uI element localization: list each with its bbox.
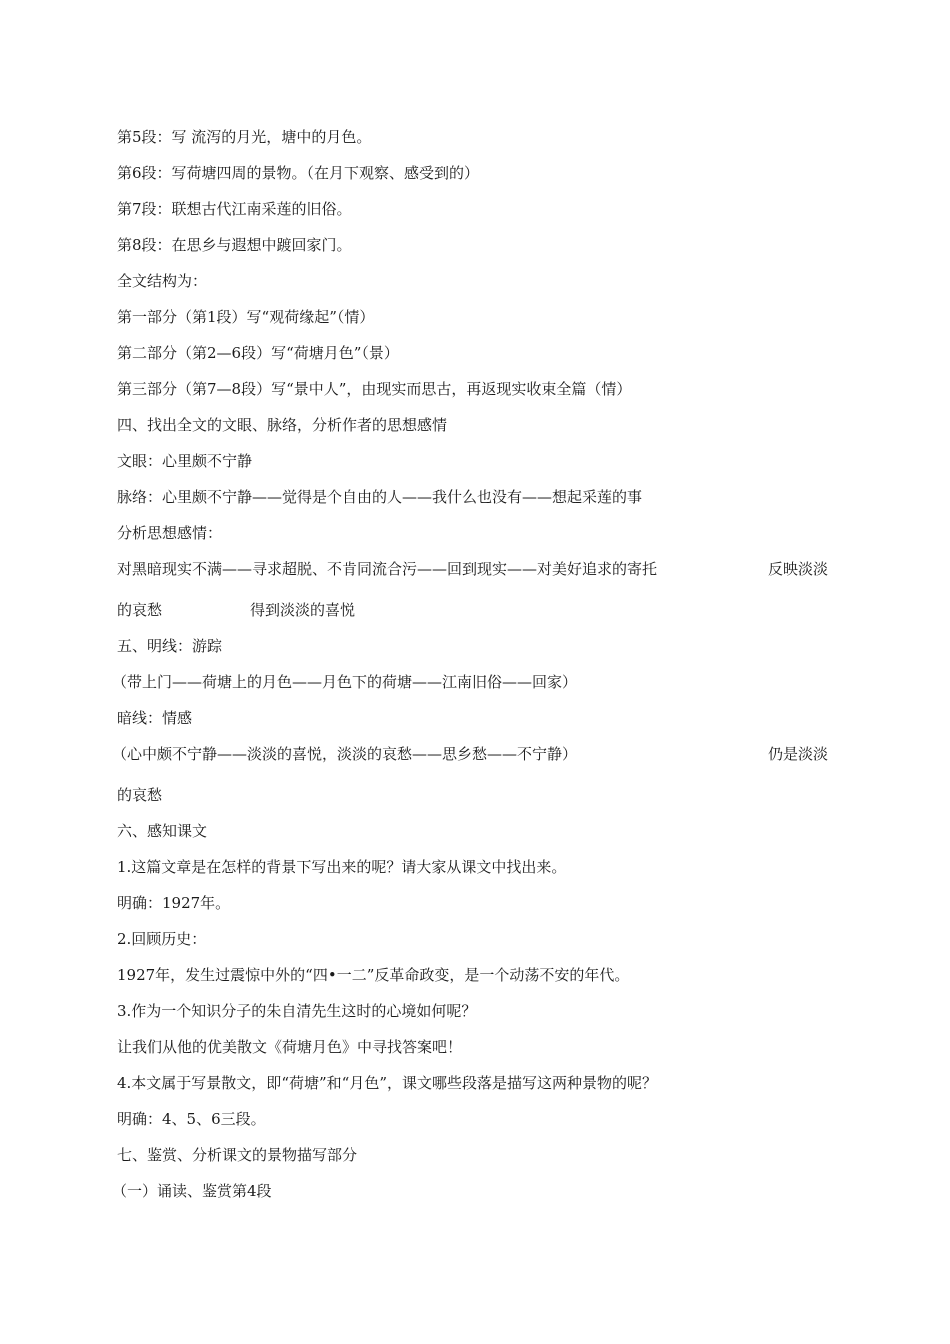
text-line: 第6段：写荷塘四周的景物。（在月下观察、感受到的） xyxy=(117,164,480,182)
text-line: 明确：4、5、6三段。 xyxy=(117,1110,266,1128)
text-line: 1.这篇文章是在怎样的背景下写出来的呢？请大家从课文中找出来。 xyxy=(117,858,567,876)
text-line: 第7段：联想古代江南采莲的旧俗。 xyxy=(117,200,352,218)
text-line: （心中颇不宁静——淡淡的喜悦，淡淡的哀愁——思乡愁——不宁静） xyxy=(112,745,578,763)
text-line: 1927年，发生过震惊中外的“四•一二”反革命政变，是一个动荡不安的年代。 xyxy=(117,966,630,984)
section-heading: 七、鉴赏、分析课文的景物描写部分 xyxy=(117,1146,358,1164)
text-line: （带上门——荷塘上的月色——月色下的荷塘——江南旧俗——回家） xyxy=(112,673,578,691)
text-line: 3.作为一个知识分子的朱自清先生这时的心境如何呢？ xyxy=(117,1002,477,1020)
text-line: 文眼：心里颇不宁静 xyxy=(117,452,253,470)
text-line: 2.回顾历史： xyxy=(117,930,207,948)
text-line: 第一部分（第1段）写“观荷缘起”（情） xyxy=(117,308,375,326)
text-line: 的哀愁 xyxy=(117,601,163,619)
text-line: 对黑暗现实不满——寻求超脱、不肯同流合污——回到现实——对美好追求的寄托 xyxy=(117,560,658,578)
text-line: 明确：1927年。 xyxy=(117,894,231,912)
text-line: 脉络：心里颇不宁静——觉得是个自由的人——我什么也没有——想起采莲的事 xyxy=(117,488,643,506)
text-line: 全文结构为： xyxy=(117,272,208,290)
text-line: 第二部分（第2—6段）写“荷塘月色”（景） xyxy=(117,344,399,362)
section-heading: 六、感知课文 xyxy=(117,822,208,840)
text-line-tail: 反映淡淡 xyxy=(768,560,829,578)
text-line: 让我们从他的优美散文《荷塘月色》中寻找答案吧！ xyxy=(117,1038,463,1056)
text-line: 4.本文属于写景散文，即“荷塘”和“月色”，课文哪些段落是描写这两种景物的呢？ xyxy=(117,1074,657,1092)
text-line: （一）诵读、鉴赏第4段 xyxy=(112,1182,272,1200)
text-line: 的哀愁 xyxy=(117,786,163,804)
text-line: 第三部分（第7—8段）写“景中人”，由现实而思古，再返现实收束全篇（情） xyxy=(117,380,632,398)
text-line: 暗线：情感 xyxy=(117,709,193,727)
text-line-tail: 仍是淡淡 xyxy=(768,745,829,763)
text-line-segment: 得到淡淡的喜悦 xyxy=(250,601,356,619)
text-line: 第5段：写 流泻的月光，塘中的月色。 xyxy=(117,128,372,146)
section-heading: 五、明线：游踪 xyxy=(117,637,223,655)
text-line: 第8段：在思乡与遐想中踱回家门。 xyxy=(117,236,352,254)
section-heading: 四、找出全文的文眼、脉络，分析作者的思想感情 xyxy=(117,416,448,434)
text-line: 分析思想感情： xyxy=(117,524,223,542)
